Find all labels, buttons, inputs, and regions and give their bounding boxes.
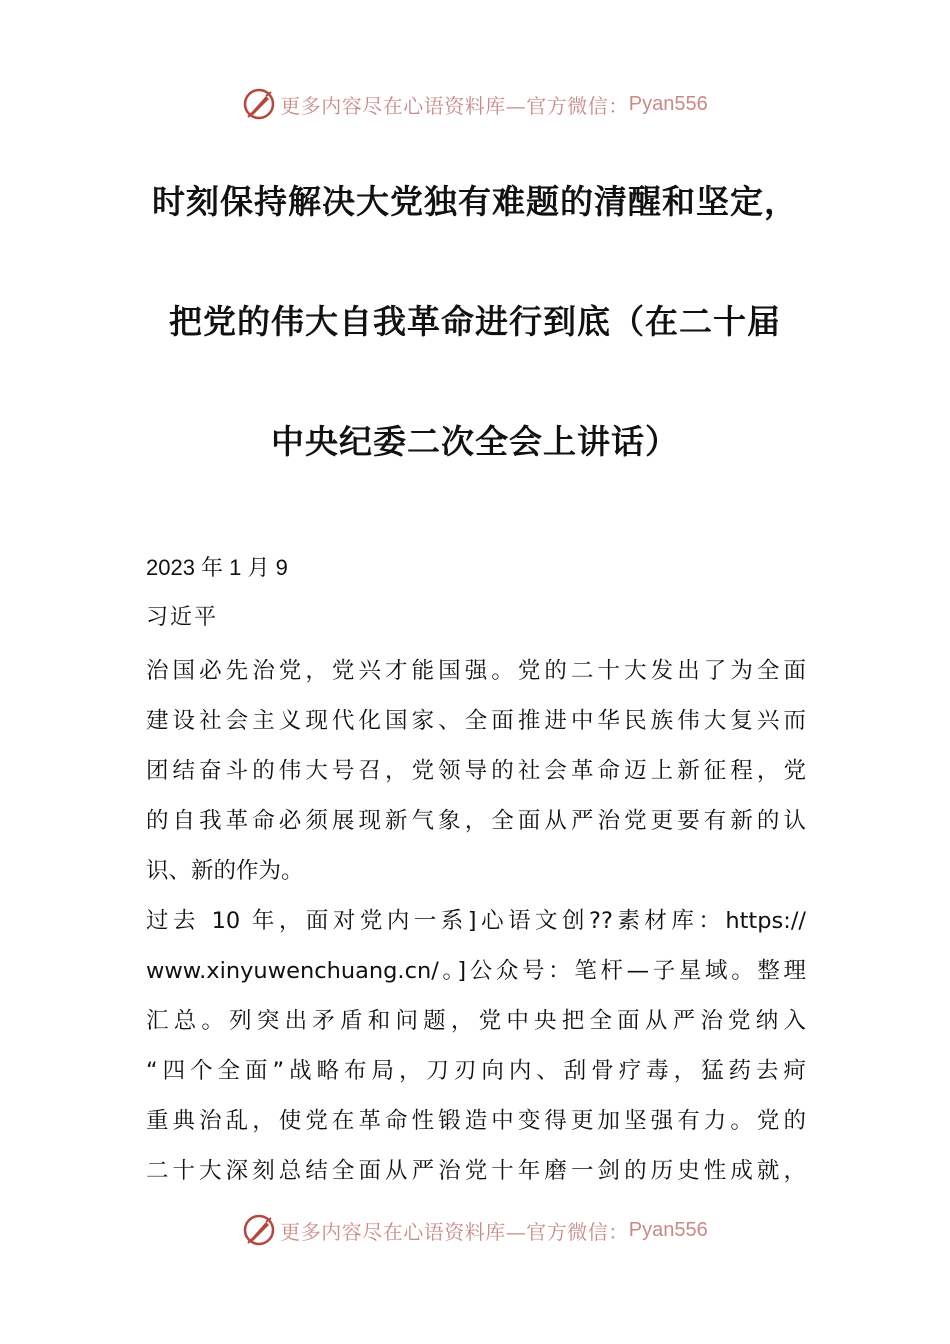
document-title-line-3: 中央纪委二次全会上讲话） [271, 422, 679, 461]
quill-logo-icon [242, 87, 276, 121]
footer-banner-handle: Pyan556 [628, 1218, 708, 1241]
paragraph-line: 的自我革命必须展现新气象，全面从严治党更要有新的认 [146, 808, 806, 834]
paragraph-line: 治国必先治党，党兴才能国强。党的二十大发出了为全面 [146, 658, 806, 684]
paragraph-line: 团结奋斗的伟大号召，党领导的社会革命迈上新征程，党 [146, 758, 806, 784]
body-paragraph-2 [146, 904, 806, 1204]
document-title-line-1: 时刻保持解决大党独有难题的清醒和坚定， [152, 182, 798, 221]
quill-logo-icon [242, 1213, 276, 1247]
footer-banner-text: 更多内容尽在心语资料库—官方微信： [280, 1219, 629, 1244]
body-paragraph-1 [146, 654, 806, 904]
document-title-line-2: 把党的伟大自我革命进行到底（在二十届 [169, 302, 781, 341]
paragraph-line: 识、新的作为。 [146, 858, 304, 884]
paragraph-line: 汇总。列突出矛盾和问题，党中央把全面从严治党纳入 [146, 1008, 806, 1034]
document-author: 习近平 [146, 605, 219, 630]
paragraph-line: 二十大深刻总结全面从严治党十年磨一剑的历史性成就， [146, 1158, 806, 1184]
paragraph-line: 重典治乱，使党在革命性锻造中变得更加坚强有力。党的 [146, 1108, 806, 1134]
document-date: 2023 年 1 月 9 [146, 555, 288, 580]
paragraph-line: www.xinyuwenchuang.cn/。]公众号：笔杆—子星域。整理 [146, 958, 806, 984]
paragraph-line: 建设社会主义现代化国家、全面推进中华民族伟大复兴而 [146, 708, 806, 734]
footer-banner [0, 1208, 950, 1252]
header-banner-handle: Pyan556 [628, 92, 708, 115]
header-banner [0, 82, 950, 126]
paragraph-line: “四个全面”战略布局，刀刃向内、刮骨疗毒，猛药去疴 [146, 1058, 806, 1084]
header-banner-text: 更多内容尽在心语资料库—官方微信： [280, 93, 629, 118]
paragraph-line: 过去 10 年，面对党内一系]心语文创??素材库：https:// [146, 908, 806, 934]
